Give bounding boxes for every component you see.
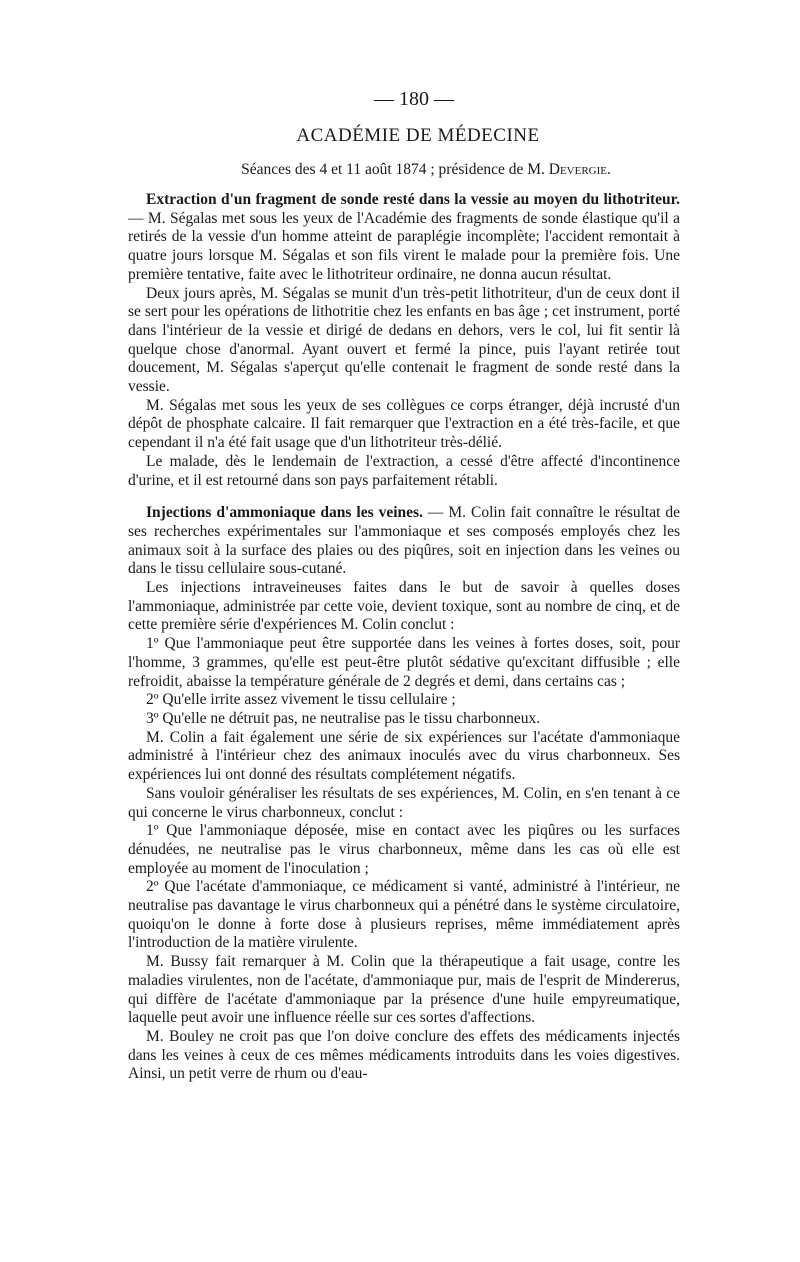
section-paragraph bbox=[128, 191, 680, 285]
section-paragraph: M. Bussy fait remarquer à M. Colin que la thérapeutique a fait usage, contre les maladies virulentes, non de l'acétate, d'ammoniaque pur, mais de l'esprit de Mindererus, qui diffère de l'acétate d'ammoniaque par la présence d'une huile empyreumatique, laquelle peut avoir une influence réelle sur ces sortes d'affections. bbox=[128, 953, 680, 1027]
section-paragraph: M. Ségalas met sous les yeux de ses collègues ce corps étranger, déjà incrusté d'un dépôt de phosphate calcaire. Il fait remarquer que l'extraction en a été très-facile, et que cependant il n'a été fait usage que d'un lithotriteur très-délié. bbox=[128, 396, 680, 452]
section-paragraph bbox=[128, 504, 680, 579]
session-subheading bbox=[172, 161, 680, 179]
page-heading: ACADÉMIE DE MÉDECINE bbox=[296, 125, 540, 146]
list-item: 1º Que l'ammoniaque déposée, mise en contact avec les piqûres ou les surfaces dénudées, ne neutralise pas le virus charbonneux, même dans les cas où elle est employée au moment de l'inoculation ; bbox=[128, 822, 680, 877]
list-item: 1º Que l'ammoniaque peut être supportée dans les veines à fortes doses, soit, pour l'homme, 3 grammes, qu'elle est peut-être plutôt sédative qu'excitant diffusible ; elle refroidit, abaisse la température générale de 2 degrés et demi, dans certains cas ; bbox=[128, 635, 680, 690]
section-title: Injections d'ammoniaque dans les veines. bbox=[146, 504, 423, 522]
section-paragraph: Sans vouloir généraliser les résultats de ses expériences, M. Colin, en s'en tenant à ce qui concerne le virus charbonneux, conclut : bbox=[128, 784, 680, 821]
section-injections bbox=[128, 504, 680, 1084]
section-intro: — M. Colin fait connaître le résultat de ses recherches expérimentales sur l'ammoniaque et ses composés employés chez les animaux soit à la surface des plaies ou des piqûres, soit en injection dans les veines ou dans le tissu cellulaire sous-cutané. bbox=[128, 504, 681, 578]
section-paragraph: Deux jours après, M. Ségalas se munit d'un très-petit lithotriteur, d'un de ceux dont il se sert pour les opérations de lithotritie chez les enfants en bas âge ; cet instrument, porté dans l'intérieur de la vessie et dirigé de dedans en dehors, vers le col, lui fit sentir là quelque chose d'anormal. Ayant ouvert et fermé la pince, puis l'ayant retirée tout doucement, M. Ségalas s'aperçut qu'elle contenait le fragment de sonde resté dans la vessie. bbox=[128, 284, 680, 396]
section-intro: — M. Ségalas met sous les yeux de l'Académie des fragments de sonde élastique qu'il a retirés de la vessie d'un homme atteint de paraplégie incomplète; l'accident remontait à quatre jours lorsque M. Ségalas et son fils virent le malade pour la première fois. Une première tentative, faite avec le lithotriteur ordinaire, ne donna aucun résultat. bbox=[128, 209, 680, 283]
list-item: 2º Qu'elle irrite assez vivement le tissu cellulaire ; bbox=[146, 691, 456, 709]
section-extraction bbox=[128, 191, 680, 490]
session-president: Devergie. bbox=[548, 161, 611, 178]
page-number: — 180 — bbox=[374, 88, 454, 110]
list-item: 2º Que l'acétate d'ammoniaque, ce médicament si vanté, administré à l'intérieur, ne neutralise pas davantage le virus charbonneux qui a pénétré dans le système circulatoire, quoiqu'on le donne à forte dose à plusieurs reprises, même immédiatement après l'introduction de la matière virulente. bbox=[128, 878, 680, 952]
session-dates: Séances des 4 et 11 août 1874 ; présidence de M. bbox=[241, 161, 545, 178]
section-paragraph: Les injections intraveineuses faites dans le but de savoir à quelles doses l'ammoniaque, administrée par cette voie, devient toxique, sont au nombre de cinq, et de cette première série d'expériences M. Colin conclut : bbox=[128, 579, 680, 634]
section-title: Extraction d'un fragment de sonde resté dans la vessie au moyen du lithotriteur. bbox=[146, 191, 680, 208]
section-paragraph: M. Colin a fait également une série de six expériences sur l'acétate d'ammoniaque administré à l'intérieur chez des animaux inoculés avec du virus charbonneux. Ses expériences lui ont donné des résultats complétement négatifs. bbox=[128, 728, 680, 784]
section-paragraph: Le malade, dès le lendemain de l'extraction, a cessé d'être affecté d'incontinence d'urine, et il est retourné dans son pays parfaitement rétabli. bbox=[128, 452, 680, 489]
section-paragraph: M. Bouley ne croit pas que l'on doive conclure des effets des médicaments injectés dans les veines à ceux de ces mêmes médicaments introduits dans les voies digestives. Ainsi, un petit verre de rhum ou d'eau- bbox=[128, 1027, 680, 1083]
list-item: 3º Qu'elle ne détruit pas, ne neutralise pas le tissu charbonneux. bbox=[146, 709, 541, 727]
